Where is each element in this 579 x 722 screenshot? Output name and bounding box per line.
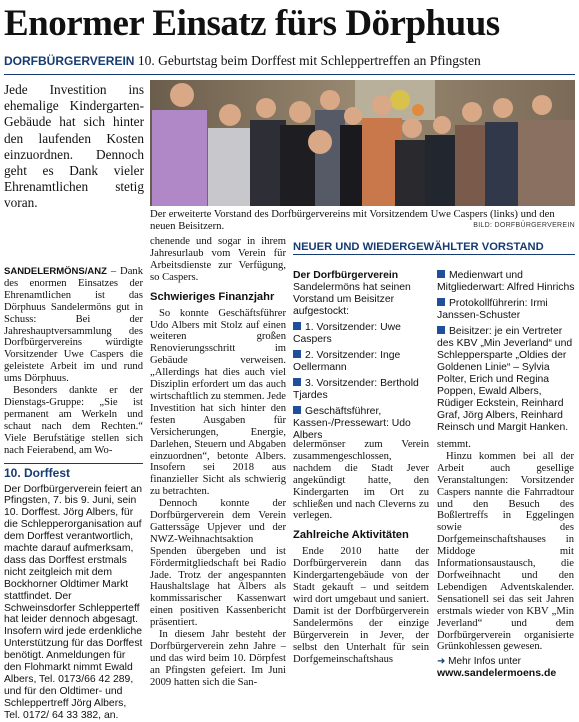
photo-caption: Der erweiterte Vorstand des Dorfbürgervereins mit Vorsitzendem Uwe Caspers (links) und den neuen Beisitzern. <box>150 208 555 232</box>
column-1 <box>4 266 143 722</box>
arrow-right-icon: ➜ <box>437 656 449 668</box>
column-3 <box>293 439 429 665</box>
board-info-box <box>293 240 575 441</box>
box-item-text: Medienwart und Mitgliederwart: Alfred Hinrichs <box>437 270 575 293</box>
photo-credit: BILD: DORFBÜRGERVEREIN <box>473 222 575 229</box>
column-2 <box>150 236 286 689</box>
heading-finanzjahr: Schwieriges Finanzjahr <box>150 290 275 303</box>
department-label: DORFBÜRGERVEREIN <box>4 54 135 68</box>
group-photo <box>150 80 575 206</box>
box-intro-text: Sandelermöns hat seinen Vorstand um Beisitzer aufgestockt: <box>293 282 411 317</box>
box-right-column <box>437 270 575 438</box>
col4-paragraph-2: Hinzu kommen bei all der Arbeit auch gesellige Veranstaltungen: Vorsitzender Caspers nannte die Fahrradtour und den Besuch des Boßlertreffs in Eggelingen sowie des Dorfgemeinschaftshauses in Middoge mit Informationsaustausch, die Dorfweihnacht und den Lebendigen Adventskalender. Sensationell sei das seit Jahren erstmals wieder von KBV „Min Jeverland“ und dem Dorfbürgerverein organisierte Grünkohlessen gewesen. <box>437 450 574 653</box>
box-item-text: 1. Vorsitzender: Uwe Caspers <box>293 322 401 345</box>
box-title: NEUER UND WIEDERGEWÄHLTER VORSTAND <box>293 240 575 255</box>
headline: Enormer Einsatz fürs Dörphuus <box>4 3 500 44</box>
box-item-text: Geschäftsführer, Kassen-/Pressewart: Udo Albers <box>293 406 411 441</box>
dateline: SANDELERMÖNS/ANZ <box>4 266 107 277</box>
bullet-icon <box>437 270 445 278</box>
bullet-icon <box>293 322 301 330</box>
col2-paragraph-2: So konnte Geschäftsführer Udo Albers mit Stolz auf einen weiteren großen Renovierungsschritt im Gebäude verweisen. „Allerdings hat dies auch viel Disziplin erfordert um das auch wirtschaftlich zu stemmen. Jede Investition hat sich hinter den festen Ausgaben für Versicherungen, Energie, Darlehen, Steuern und Abgaben einzuordnen“, betonte Albers. Insofern sei 2018 aus finanzieller Sicht als schwierig zu betrachten. <box>150 307 286 498</box>
col2-paragraph-3: Dennoch konnte der Dorfbürgerverein dem Verein Gatterssäge Upjever und der NWZ-Weihnachtsaktion Spenden übergeben und ist Fördermitgliedschaft bei Radio Jade. Trotz der angespannten Haushaltslage hat Albers als kommissarischer Kassenwart einen positiven Kassenbericht präsentiert. <box>150 498 286 629</box>
website-link[interactable]: www.sandelermoens.de <box>437 667 557 680</box>
more-info <box>437 656 574 668</box>
heading-dorffest: 10. Dorffest <box>4 463 143 480</box>
col1-paragraph-1: – Dank des enormen Einsatzes der Ehrenamtlichen ist das Dörphuus Sandelermöns gut in Schuss: Bei der Jahreshauptversammlung des Dorfbürgervereins würdigte Vorsitzender Uwe Caspers die geleistete Arbeit im und rund ums Dörphuus. <box>4 266 143 385</box>
box-item <box>293 378 429 402</box>
col3-paragraph-1: delermönser zum Verein zusammengeschlossen, nachdem die Stadt Jever angekündigt hatte, den Kindergarten im Ort zu schließen und nach Cleverns zu verlegen. <box>293 439 429 522</box>
box-item-text: 3. Vorsitzender: Berthold Tjardes <box>293 378 419 401</box>
bullet-icon <box>437 298 445 306</box>
bullet-icon <box>293 406 301 414</box>
box-intro <box>293 270 429 318</box>
box-item <box>437 326 575 434</box>
box-item <box>293 406 429 442</box>
more-info-label: Mehr Infos unter <box>448 656 521 668</box>
bullet-icon <box>293 350 301 358</box>
header-rule <box>4 74 575 75</box>
col2-paragraph-4: In diesem Jahr besteht der Dorfbürgerverein zehn Jahre – und das wird beim 10. Dörpfest an Pfingsten gefeiert. Im Juni 2009 hatten sich die San- <box>150 629 286 688</box>
box-item <box>293 322 429 346</box>
box-item-text: 2. Vorsitzender: Inge Oellermann <box>293 350 401 373</box>
bullet-icon <box>293 378 301 386</box>
lead-paragraph: Jede Investition ins ehemalige Kindergarten-Gebäude hat sich hinter den laufenden Kosten einzuordnen. Dennoch geht es Dank vieler Ehrenamtlichen stetig voran. <box>4 82 144 211</box>
box-item <box>437 298 575 322</box>
col3-paragraph-2: Ende 2010 hatte der Dorfbürgerverein dann das Kindergartengebäude von der Stadt gekauft – und seitdem wird dort umgebaut und saniert. Damit ist der Dorfbürgerverein Sandelermöns der einzige Bürgerverein in Jever, der selbst den Unterhalt für sein Dorfgemeinschaftshaus <box>293 546 429 665</box>
col2-paragraph-1: chenende und sogar in ihrem Jahresurlaub vom Verein für Arbeitsdienste zur Verfügung, so Caspers. <box>150 236 286 283</box>
bullet-icon <box>437 326 445 334</box>
column-4 <box>437 439 574 680</box>
box-item <box>437 270 575 294</box>
kicker <box>4 52 575 70</box>
col4-paragraph-1: stemmt. <box>437 439 471 450</box>
col1-paragraph-3: Der Dorfbürgerverein feiert an Pfingsten, 7. bis 9. Juni, sein 10. Dorffest. Jörg Albers, für die Schlepperorganisation auf dem Dorffest verantwortlich, machte darauf aufmerksam, dass das Dorffest erstmals nicht zeitgleich mit dem Bockhorner Oldtimer Markt stattfindet. Der Schweinsdorfer Schlepperteff hat leider dennoch abgesagt. Insofern wird jede erdenkliche Unterstützung für das Dorffest benötigt. Anmeldungen für den Flohmarkt nimmt Ewald Albers, Tel. 0173/66 42 289, und für den Oldtimer- und Schleppertreff Jörg Albers, Tel. 0172/ 64 33 382, an. <box>4 483 143 721</box>
box-item-text: Beisitzer: je ein Vertreter des KBV „Min Jeverland“ und Schleppersparte „Oldies der Goldenen Linie“ – Sylvia Polter, Erich und Regina Poppen, Ewald Albers, Rüdiger Eckstein, Reinhard Graf, Jörg Albers, Reinhard Reinsch und Margit Hanken. <box>437 326 573 433</box>
kicker-text: 10. Geburtstag beim Dorffest mit Schleppertreffen an Pfingsten <box>137 53 481 68</box>
box-item-text: Protokollführerin: Irmi Janssen-Schuster <box>437 298 548 321</box>
col1-paragraph-2: Besonders dankte er der Dienstags-Gruppe: „Sie ist permanent am Werkeln und schaut nach dem Rechten.“ Viele Berufstätige stellen sich nach Feierabend, am Wo- <box>4 385 143 456</box>
heading-aktivitaeten: Zahlreiche Aktivitäten <box>293 529 409 542</box>
box-left-column <box>293 270 429 446</box>
box-item <box>293 350 429 374</box>
box-intro-bold: Der Dorfbürgerverein <box>293 270 399 281</box>
group-photo-image <box>150 80 575 206</box>
